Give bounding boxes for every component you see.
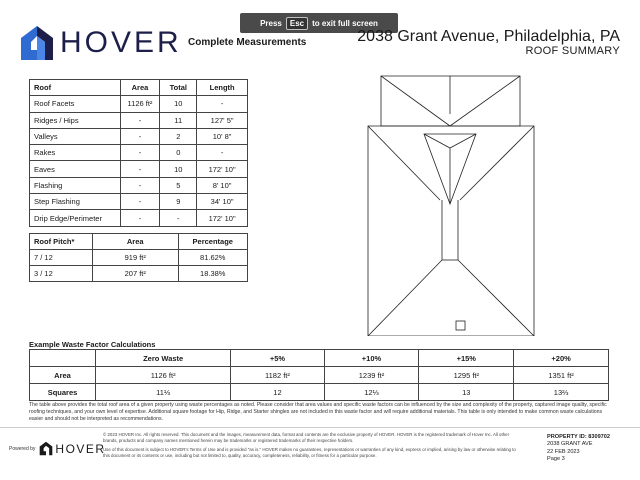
row-length: 8' 10" xyxy=(197,177,248,193)
row-total: 9 xyxy=(160,194,197,210)
row-pitch: 3 / 12 xyxy=(30,266,93,282)
waste-factor-table xyxy=(29,349,609,401)
row-length: - xyxy=(197,96,248,112)
row-total: 10 xyxy=(160,96,197,112)
table-row xyxy=(30,145,248,161)
squares-5: 12 xyxy=(231,384,324,401)
row-label-area: Area xyxy=(30,367,96,384)
waste-title: Example Waste Factor Calculations xyxy=(29,340,156,349)
table-row xyxy=(30,250,248,266)
section-title: ROOF SUMMARY xyxy=(525,45,620,57)
row-total: 0 xyxy=(160,145,197,161)
area-10: 1239 ft² xyxy=(324,367,419,384)
powered-by-hover xyxy=(9,441,106,456)
roof-measurements-table xyxy=(29,79,248,227)
waste-note: The table above provides the total roof area of a given property using waste percentages as noted. Please consider that area values and specific waste factors can be influenced by the size and complexity of the property, captured image quality, specific roofing techniques, and your own level of expertise. Additional square footage for Hip, Ridge, and Starter shingles are not included in this waste factor and will require additional materials. This table is only intended to make common waste calculations easier and should not be interpreted as recommendations. xyxy=(29,402,607,423)
esc-key[interactable]: Esc xyxy=(286,17,308,30)
powered-by-wordmark: HOVER xyxy=(55,441,106,456)
table-row xyxy=(30,112,248,128)
header-total: Total xyxy=(160,80,197,96)
table-header-row xyxy=(30,80,248,96)
table-row xyxy=(30,384,609,401)
legal-text xyxy=(103,432,523,460)
row-length: 10' 8" xyxy=(197,128,248,144)
roof-upper-section xyxy=(381,76,520,126)
report-date: 22 FEB 2023 xyxy=(547,448,580,455)
squares-zero: 11⅓ xyxy=(96,384,231,401)
squares-20: 13⅔ xyxy=(514,384,609,401)
roof-vent xyxy=(456,321,465,330)
row-area: - xyxy=(120,161,160,177)
table-row xyxy=(30,177,248,193)
hover-logo-small-icon xyxy=(39,441,53,456)
logo-wordmark: HOVER xyxy=(60,26,182,59)
row-length: 172' 10" xyxy=(197,210,248,226)
table-row xyxy=(30,210,248,226)
squares-10: 12⅓ xyxy=(324,384,419,401)
row-percentage: 81.62% xyxy=(178,250,248,266)
squares-15: 13 xyxy=(419,384,514,401)
banner-press: Press xyxy=(260,18,282,28)
area-20: 1351 ft² xyxy=(514,367,609,384)
row-name: Eaves xyxy=(30,161,121,177)
row-area: 919 ft² xyxy=(92,250,178,266)
document-title: Complete Measurements xyxy=(188,37,307,48)
row-area: - xyxy=(120,145,160,161)
row-area: - xyxy=(120,177,160,193)
header-blank xyxy=(30,350,96,367)
hover-logo-icon xyxy=(20,24,54,62)
table-row xyxy=(30,161,248,177)
row-length: - xyxy=(197,145,248,161)
property-address-short: 2038 GRANT AVE xyxy=(547,441,593,448)
roof-pitch-table xyxy=(29,233,248,282)
row-length: 127' 5" xyxy=(197,112,248,128)
footer-divider xyxy=(0,427,640,428)
table-header-row xyxy=(30,234,248,250)
row-total: 11 xyxy=(160,112,197,128)
row-area: 207 ft² xyxy=(92,266,178,282)
row-total: 10 xyxy=(160,161,197,177)
row-name: Valleys xyxy=(30,128,121,144)
hover-logo xyxy=(20,24,182,62)
table-row xyxy=(30,194,248,210)
row-percentage: 18.38% xyxy=(178,266,248,282)
row-total: 5 xyxy=(160,177,197,193)
row-name: Flashing xyxy=(30,177,121,193)
legal-copyright: © 2023 HOVER Inc. All rights reserved. This document and the images, measurement data, format and contents are the exclusive property of HOVER. HOVER is the registered trademark of Hover Inc. All other brands, products and company names mentioned herein may be trademarks or registered trademarks of their respective holders. xyxy=(103,432,510,444)
row-name: Drip Edge/Perimeter xyxy=(30,210,121,226)
area-5: 1182 ft² xyxy=(231,367,324,384)
row-length: 34' 10" xyxy=(197,194,248,210)
row-name: Step Flashing xyxy=(30,194,121,210)
property-address: 2038 Grant Avenue, Philadelphia, PA xyxy=(357,28,620,45)
table-header-row xyxy=(30,350,609,367)
area-15: 1295 ft² xyxy=(419,367,514,384)
table-row xyxy=(30,367,609,384)
header-area: Area xyxy=(92,234,178,250)
roof-diagram xyxy=(362,74,540,336)
row-total: 2 xyxy=(160,128,197,144)
row-label-squares: Squares xyxy=(30,384,96,401)
header-length: Length xyxy=(197,80,248,96)
row-name: Ridges / Hips xyxy=(30,112,121,128)
row-area: - xyxy=(120,210,160,226)
area-zero: 1126 ft² xyxy=(96,367,231,384)
header-5: +5% xyxy=(231,350,324,367)
header-pitch: Roof Pitch* xyxy=(30,234,93,250)
row-name: Rakes xyxy=(30,145,121,161)
table-row xyxy=(30,128,248,144)
page-number: Page 3 xyxy=(547,455,565,462)
table-row xyxy=(30,96,248,112)
header-zero-waste: Zero Waste xyxy=(96,350,231,367)
row-name: Roof Facets xyxy=(30,96,121,112)
header-15: +15% xyxy=(419,350,514,367)
row-area: - xyxy=(120,128,160,144)
table-row xyxy=(30,266,248,282)
roof-main-section xyxy=(368,126,534,336)
row-area: - xyxy=(120,112,160,128)
row-pitch: 7 / 12 xyxy=(30,250,93,266)
banner-action: to exit full screen xyxy=(312,18,378,28)
property-info xyxy=(547,434,610,463)
header-percentage: Percentage xyxy=(178,234,248,250)
header-10: +10% xyxy=(324,350,419,367)
header-20: +20% xyxy=(514,350,609,367)
powered-by-label: Powered by xyxy=(9,445,36,452)
row-length: 172' 10" xyxy=(197,161,248,177)
legal-terms: Use of this document is subject to HOVER's Terms of Use and is provided "as is." HOVER makes no guarantees, representations or warranties of any kind, express or implied, arising by law or otherwise relating to this document or its contents or use, including but not limited to, quality, accuracy, completeness, reliability, or fitness for a particular purpose. xyxy=(103,447,516,459)
header-area: Area xyxy=(120,80,160,96)
row-total: - xyxy=(160,210,197,226)
row-area: - xyxy=(120,194,160,210)
header-roof: Roof xyxy=(30,80,121,96)
property-id: PROPERTY ID: 8309702 xyxy=(547,434,611,440)
row-area: 1126 ft² xyxy=(120,96,160,112)
